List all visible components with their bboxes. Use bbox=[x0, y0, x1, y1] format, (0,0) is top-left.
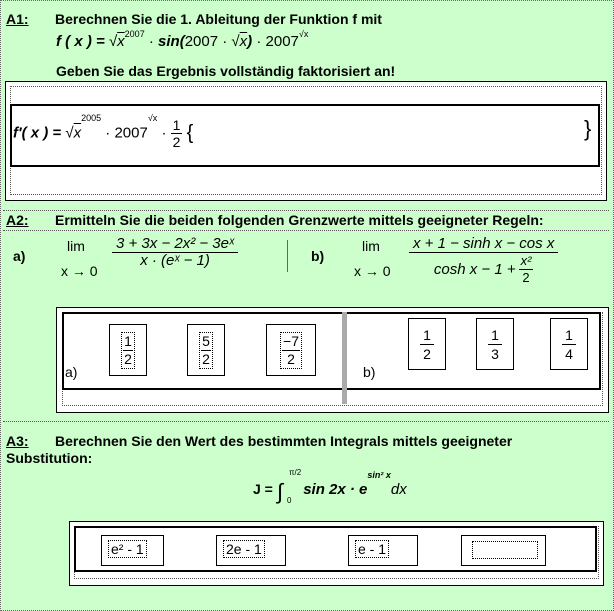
a3-integral-lhs: J = bbox=[253, 481, 273, 497]
a1-result-instruction: Geben Sie das Ergebnis vollständig faktorisiert an! bbox=[56, 63, 396, 79]
a3-choice-1[interactable] bbox=[101, 535, 164, 566]
a2-part-a-label: a) bbox=[13, 248, 26, 264]
a2-choice-a-3-den: 2 bbox=[287, 350, 295, 367]
a2-header-rule bbox=[3, 230, 609, 231]
a2-choice-b-3[interactable] bbox=[550, 318, 588, 370]
a2-choice-b-1-den: 2 bbox=[423, 345, 431, 362]
a2-choice-a-1-num: 1 bbox=[124, 332, 132, 349]
a2-lim-b-sub: x → 0 bbox=[354, 263, 391, 279]
a3-integral-sign: ∫ bbox=[277, 479, 284, 504]
a3-choice-4-text bbox=[472, 541, 538, 559]
a1-func-root-x: x bbox=[117, 33, 125, 50]
a2-choice-b-2-num: 1 bbox=[488, 326, 502, 345]
a1-answer-root-x: x bbox=[73, 124, 82, 142]
a2-instruction: Ermitteln Sie die beiden folgenden Grenzwerte mittels geeigneter Regeln: bbox=[55, 212, 544, 228]
a1-func-sin-arg2: x bbox=[239, 33, 248, 50]
a3-choice-3[interactable] bbox=[348, 535, 418, 566]
a1-answer-dot1: · bbox=[105, 124, 111, 142]
a3-instruction-2: Substitution: bbox=[6, 450, 93, 466]
a1-func-base: 2007 bbox=[265, 33, 299, 50]
a3-integrand-exp: sin² x bbox=[367, 470, 391, 480]
a2-separator bbox=[287, 240, 288, 272]
a2-label: A2: bbox=[6, 212, 29, 228]
a3-integral-upper: π/2 bbox=[289, 468, 302, 477]
a2-choice-a-3-num: −7 bbox=[283, 332, 299, 349]
a1-func-dot2: · bbox=[256, 33, 262, 50]
a1-answer-expression: f′( x ) = $√x^{2005} \cdot 2007^{√x}$ · $\frac{1}{2}$ { bbox=[13, 113, 194, 150]
a1-label: A1: bbox=[6, 11, 29, 27]
a3-header bbox=[6, 433, 29, 449]
a2-choice-a-2[interactable] bbox=[187, 324, 225, 376]
a2-top-rule bbox=[3, 210, 609, 211]
a1-answer-lhs: f′( x ) = bbox=[13, 124, 62, 142]
a1-answer-dot2: · bbox=[161, 124, 167, 142]
a2-choice-a-3[interactable] bbox=[266, 324, 316, 376]
a1-answer-base: 2007 bbox=[114, 124, 148, 142]
a3-integral-lower: 0 bbox=[287, 496, 292, 505]
a3-choice-3-text: e - 1 bbox=[355, 540, 389, 558]
a1-func-root-exp: 2007 bbox=[124, 29, 145, 39]
a3-dx: dx bbox=[390, 481, 407, 498]
a3-choice-2[interactable] bbox=[216, 535, 286, 566]
a2-choice-b-3-den: 4 bbox=[565, 345, 573, 362]
a1-header bbox=[6, 11, 29, 27]
a3-choice-1-text: e² - 1 bbox=[108, 540, 147, 558]
a3-top-rule bbox=[3, 421, 609, 422]
a2-header bbox=[6, 212, 29, 228]
a1-answer-frac-num: 1 bbox=[172, 117, 181, 133]
a2-choice-b-3-num: 1 bbox=[562, 326, 576, 345]
a3-integrand: sin 2x · e bbox=[303, 481, 368, 498]
a3-label: A3: bbox=[6, 433, 29, 449]
a2-limit-a-den: x · (eˣ − 1) bbox=[140, 252, 210, 269]
a2-choice-b-2[interactable] bbox=[476, 318, 514, 370]
a1-answer-base-exp: √x bbox=[147, 113, 158, 123]
a1-answer-fraction bbox=[171, 117, 183, 150]
a1-func-sin-close: ) bbox=[247, 33, 253, 50]
a1-func-root: $√x^{2007}$ bbox=[108, 29, 145, 50]
a1-brace-close: } bbox=[584, 116, 592, 141]
a1-func-lhs: f ( x ) = bbox=[56, 33, 105, 50]
a2-choice-a-1[interactable] bbox=[109, 324, 147, 376]
a2-choice-b-1[interactable] bbox=[408, 318, 446, 370]
a1-brace-open: { bbox=[186, 122, 194, 144]
a2-choice-a-2-den: 2 bbox=[202, 350, 210, 367]
a2-limit-b-den-frac-num: x² bbox=[520, 253, 532, 268]
a2-limit-a-num: 3 + 3x − 2x² − 3eˣ bbox=[112, 236, 238, 253]
a1-func-base-exp: √x bbox=[298, 29, 309, 39]
a2-limit-b-num: x + 1 − sinh x − cos x bbox=[409, 236, 558, 253]
a2-limit-b-den bbox=[432, 253, 536, 286]
a2-choice-b-1-num: 1 bbox=[420, 326, 434, 345]
a2-lim-a-sub: x → 0 bbox=[61, 263, 98, 279]
a2-choice-a-1-den: 2 bbox=[124, 350, 132, 367]
a1-function: f ( x ) = $√x^{2007} \cdot \sin(2007 \cdot √x) \cdot 2007^{√x}$ bbox=[56, 29, 309, 50]
a1-func-sin: sin( bbox=[158, 33, 185, 50]
a2-choice-a-2-num: 5 bbox=[202, 332, 210, 349]
a2-part-b-label: b) bbox=[311, 248, 325, 264]
a3-integral bbox=[253, 468, 407, 505]
a2-limit-b-den-pre: cosh x − 1 + bbox=[433, 260, 516, 278]
a2-limit-b-fraction bbox=[409, 236, 558, 286]
a3-instruction: Berechnen Sie den Wert des bestimmten Integrals mittels geeigneter bbox=[55, 433, 513, 449]
a3-choice-2-text: 2e - 1 bbox=[223, 540, 265, 558]
a1-func-sin-arg1: 2007 · bbox=[184, 33, 228, 50]
a2-limit-a-fraction bbox=[112, 236, 238, 269]
a3-choice-4[interactable] bbox=[461, 535, 546, 566]
a2-choice-b-2-den: 3 bbox=[491, 345, 499, 362]
a1-answer-frac-den: 2 bbox=[172, 134, 181, 150]
a2-answer-a-label: a) bbox=[65, 364, 78, 380]
a1-func-dot1: · bbox=[148, 33, 154, 50]
a1-instruction: Berechnen Sie die 1. Ableitung der Funktion f mit bbox=[55, 11, 382, 27]
a2-answer-divider bbox=[342, 312, 347, 404]
a2-answer-b-label: b) bbox=[363, 364, 376, 380]
a2-lim-a: lim bbox=[67, 238, 85, 254]
a1-answer-root-exp: 2005 bbox=[81, 113, 102, 123]
a2-limit-b-den-frac-den: 2 bbox=[522, 270, 530, 285]
a2-lim-b: lim bbox=[362, 238, 380, 254]
